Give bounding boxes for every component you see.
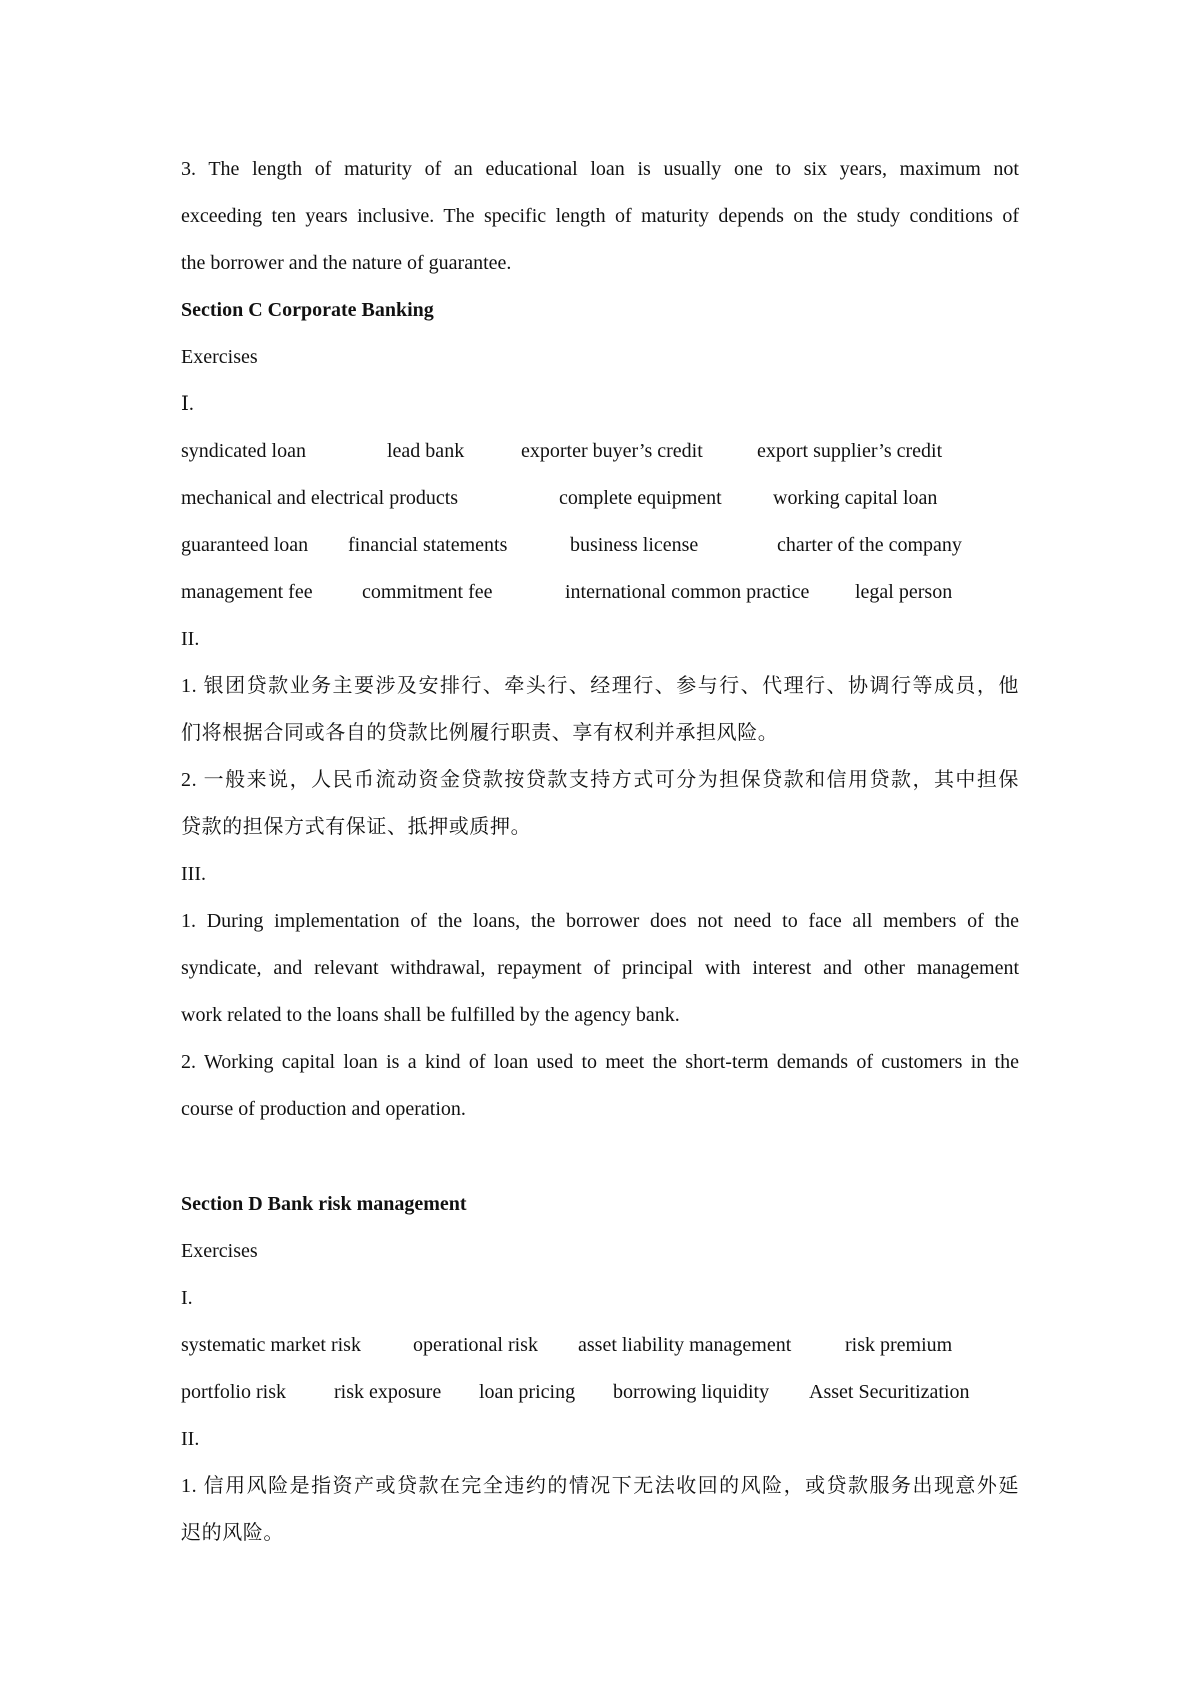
term: loan pricing (479, 1381, 576, 1403)
paragraph-line: syndicate, and relevant withdrawal, repayment of principal with interest and other management (181, 957, 1019, 979)
term: management fee (181, 581, 313, 603)
paragraph-line: 贷款的担保方式有保证、抵押或质押。 (181, 816, 532, 838)
paragraph-line: the borrower and the nature of guarantee. (181, 252, 512, 274)
term: portfolio risk (181, 1381, 286, 1403)
term: exporter buyer’s credit (521, 440, 703, 462)
term: guaranteed loan (181, 534, 309, 556)
term: mechanical and electrical products (181, 487, 459, 509)
term: export supplier’s credit (757, 440, 943, 462)
term: operational risk (413, 1334, 538, 1356)
term: risk exposure (334, 1381, 442, 1403)
part-label: III. (181, 863, 206, 885)
term: borrowing liquidity (613, 1381, 770, 1403)
term: working capital loan (773, 487, 938, 509)
exercises-label: Exercises (181, 1240, 258, 1262)
section-heading: Section C Corporate Banking (181, 299, 434, 321)
term: asset liability management (578, 1334, 792, 1356)
term: financial statements (348, 534, 508, 556)
term: international common practice (565, 581, 810, 603)
term: complete equipment (559, 487, 722, 509)
paragraph-line: exceeding ten years inclusive. The specific length of maturity depends on the study conditions of (181, 205, 1019, 227)
term: legal person (855, 581, 953, 603)
paragraph-line: 3. The length of maturity of an educational loan is usually one to six years, maximum not (181, 158, 1019, 180)
term: charter of the company (777, 534, 962, 556)
part-label: Ⅰ. (181, 393, 194, 415)
paragraph-line: 们将根据合同或各自的贷款比例履行职责、享有权利并承担风险。 (181, 722, 779, 744)
term: business license (570, 534, 699, 556)
exercises-label: Exercises (181, 346, 258, 368)
paragraph-line: work related to the loans shall be fulfilled by the agency bank. (181, 1004, 680, 1026)
term: Asset Securitization (809, 1381, 970, 1403)
term: commitment fee (362, 581, 493, 603)
paragraph-line: 迟的风险。 (181, 1522, 284, 1544)
section-heading: Section D Bank risk management (181, 1193, 467, 1215)
term: lead bank (387, 440, 465, 462)
part-label: I. (181, 1287, 193, 1309)
paragraph-line: course of production and operation. (181, 1098, 466, 1120)
term: syndicated loan (181, 440, 306, 462)
paragraph-line: 2. Working capital loan is a kind of loan used to meet the short-term demands of customers in the (181, 1051, 1019, 1073)
paragraph-line: 1. 信用风险是指资产或贷款在完全违约的情况下无法收回的风险，或贷款服务出现意外延 (181, 1475, 1019, 1497)
part-label: II. (181, 628, 200, 650)
term: risk premium (845, 1334, 953, 1356)
term: systematic market risk (181, 1334, 361, 1356)
paragraph-line: 2. 一般来说，人民币流动资金贷款按贷款支持方式可分为担保贷款和信用贷款，其中担保 (181, 769, 1019, 791)
paragraph-line: 1. During implementation of the loans, the borrower does not need to face all members of the (181, 910, 1019, 932)
paragraph-line: 1. 银团贷款业务主要涉及安排行、牵头行、经理行、参与行、代理行、协调行等成员，他 (181, 675, 1019, 697)
part-label: II. (181, 1428, 200, 1450)
